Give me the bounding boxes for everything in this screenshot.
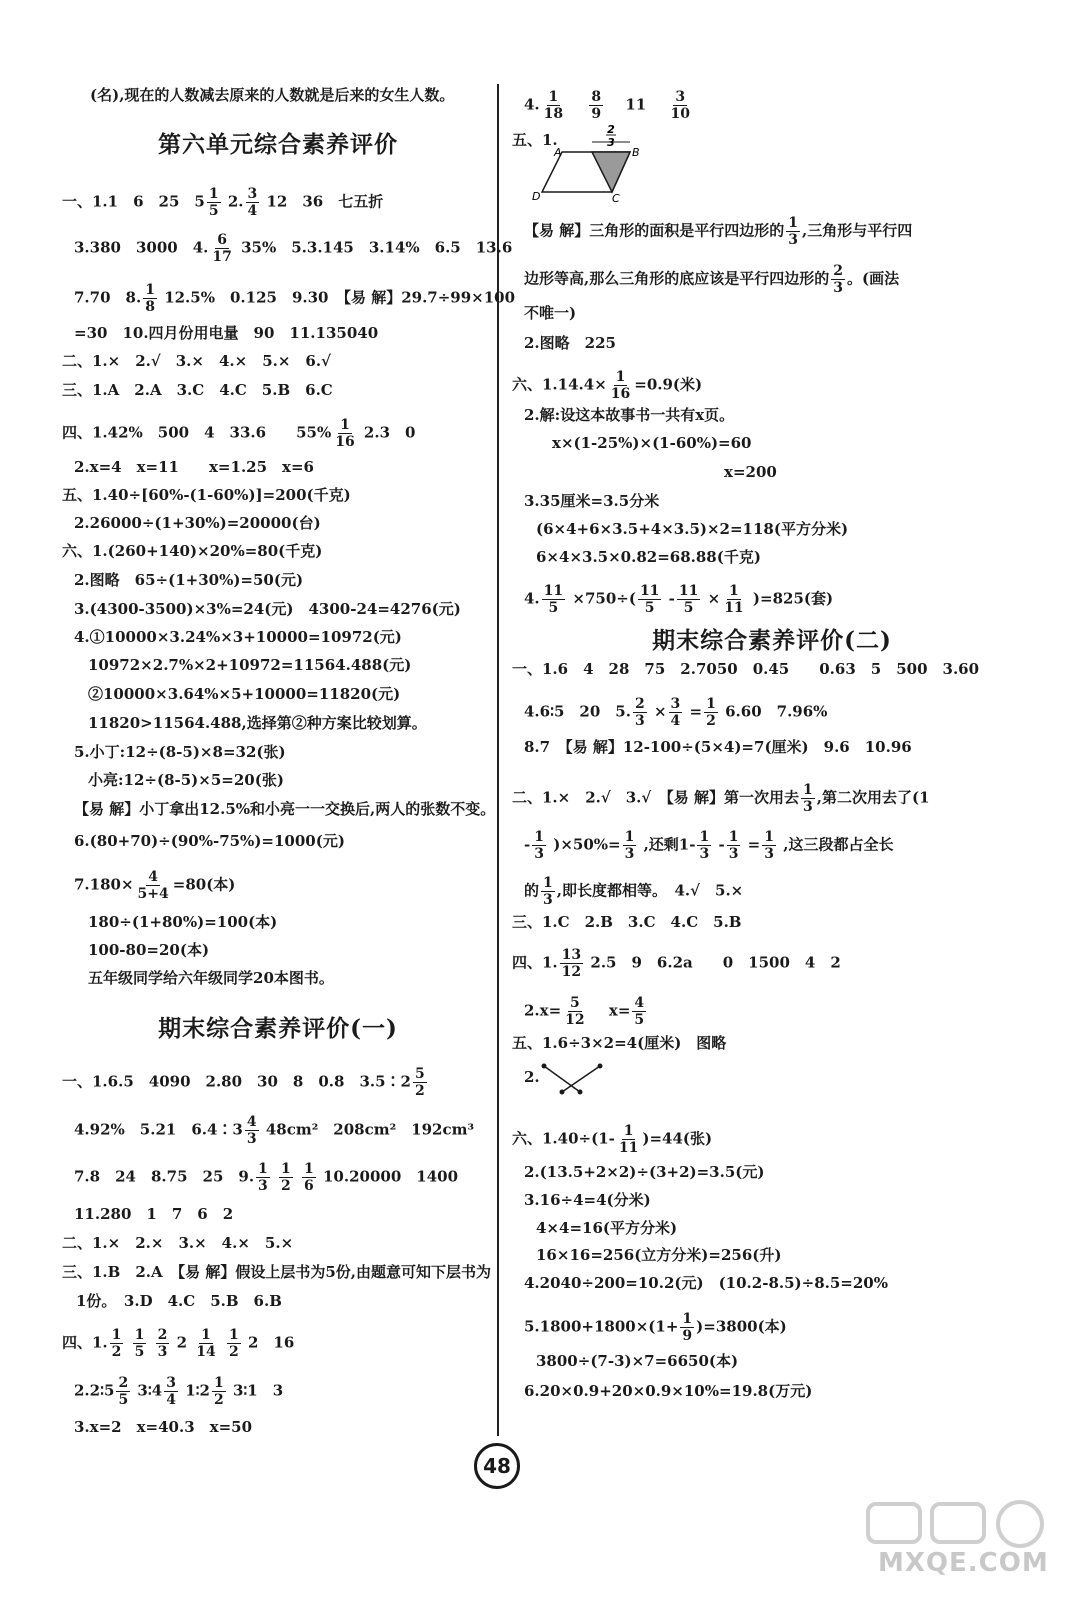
unit6-line-5: 二、1.× 2.√ 3.× 4.× 5.× 6.√ (62, 352, 331, 370)
final2-line-16: 16×16=256(立方分米)=256(升) (536, 1246, 782, 1264)
shaded-triangle (592, 152, 630, 192)
unit6-line-7: 四、1.42% 500 4 33.6 55% $\frac{1}{16}$ 2.3 0 (62, 417, 416, 450)
final2-line-15: 4×4=16(平方分米) (536, 1219, 678, 1237)
unit6-line-8: 2.x=4 x=11 x=1.25 x=6 (74, 458, 314, 476)
vertex-a: A (554, 146, 562, 159)
unit6-line-16: ②10000×3.64%×5+10000=11820(元) (88, 685, 401, 703)
final1-line-5: 二、1.× 2.× 3.× 4.× 5.× (62, 1234, 294, 1252)
unit6-line-22: 7.180× $\frac{4}{5+4}$ =80(本) (74, 869, 236, 902)
final1-line-9: 2.2∶5 $\frac{2}{5}$ 3∶4 $\frac{3}{4}$ 1∶2 $\frac{1}{2}$ 3∶1 3 (74, 1375, 284, 1408)
final2-line-20: 6.20×0.9+20×0.9×10%=19.8(万元) (524, 1382, 813, 1400)
final2-line-2: 4.6∶5 20 5. $\frac{2}{3}$ × $\frac{3}{4}$ = $\frac{1}{2}$ 6.60 7.96% (524, 696, 828, 729)
final1-line-4: 11.280 1 7 6 2 (74, 1205, 234, 1223)
final2-line-8: 四、1. $\frac{13}{12}$ 2.5 9 6.2a 0 1500 4 2 (512, 947, 841, 980)
final2-line-4: 二、1.× 2.√ 3.√ 【易 解】第一次用去 $\frac{1}{3}$ ,第二次用去了(1 (512, 782, 930, 815)
match-dot (598, 1064, 603, 1069)
right-line-14: 4. $\frac{11}{5}$ ×750÷( $\frac{11}{5}$ - $\frac{11}{5}$ × $\frac{1}{11}$ )=825(套) (524, 583, 834, 616)
final1-line-3: 7.8 24 8.75 25 9. $\frac{1}{3}$ $\frac{1}{2}$ $\frac{1}{6}$ 10.20000 1400 (74, 1161, 459, 1194)
final2-line-18: 5.1800+1800×(1+ $\frac{1}{9}$ )=3800(本) (524, 1311, 787, 1344)
right-line-9: x×(1-25%)×(1-60%)=60 (552, 434, 752, 452)
match-dot (578, 1090, 583, 1095)
unit6-line-1: 一、1.1 6 25 5 $\frac{1}{5}$ 2. $\frac{3}{4}$ 12 36 七五折 (62, 186, 384, 219)
final1-line-8: 四、1. $\frac{1}{2}$ $\frac{1}{5}$ $\frac{2}{3}$ 2 $\frac{1}{14}$ $\frac{1}{2}$ 2 16 (62, 1327, 295, 1360)
unit6-line-15: 10972×2.7%×2+10972=11564.488(元) (88, 656, 412, 674)
right-line-6: 2.图略 225 (524, 334, 616, 352)
page-number: 48 (474, 1443, 520, 1489)
matching-lines-figure (538, 1060, 610, 1098)
match-line-2 (562, 1066, 600, 1092)
vertex-b: B (632, 146, 640, 159)
unit6-line-6: 三、1.A 2.A 3.C 4.C 5.B 6.C (62, 381, 333, 399)
unit6-line-12: 2.图略 65÷(1+30%)=50(元) (74, 571, 304, 589)
final1-line-10: 3.x=2 x=40.3 x=50 (74, 1418, 253, 1436)
right-line-7: 六、1.14.4× $\frac{1}{16}$ =0.9(米) (512, 369, 703, 402)
final2-line-14: 3.16÷4=4(分米) (524, 1191, 651, 1209)
unit6-title: 第六单元综合素养评价 (158, 131, 398, 158)
right-line-2: 五、1. (512, 131, 558, 149)
intro-line: (名),现在的人数减去原来的人数就是后来的女生人数。 (90, 86, 455, 104)
final2-line-6: 的 $\frac{1}{3}$ ,即长度都相等。 4.√ 5.× (524, 875, 744, 908)
final2-line-10: 五、1.6÷3×2=4(厘米) 图略 (512, 1034, 727, 1052)
unit6-line-13: 3.(4300-3500)×3%=24(元) 4300-24=4276(元) (74, 600, 461, 618)
unit6-line-14: 4.①10000×3.24%×3+10000=10972(元) (74, 628, 402, 646)
right-line-8: 2.解:设这本故事书一共有x页。 (524, 406, 735, 424)
unit6-line-23: 180÷(1+80%)=100(本) (88, 913, 278, 931)
final1-title: 期末综合素养评价(一) (158, 1015, 398, 1042)
final1-line-7: 1份。 3.D 4.C 5.B 6.B (76, 1292, 282, 1310)
right-line-1: 4. $\frac{1}{18}$ $\frac{8}{9}$ 11 $\frac{3}{10}$ (524, 89, 690, 122)
dim-label-den: 3 (607, 136, 615, 149)
right-line-4: 边形等高,那么三角形的底应该是平行四边形的 $\frac{2}{3}$ 。(画法 (524, 263, 900, 296)
unit6-line-17: 11820>11564.488,选择第②种方案比较划算。 (88, 714, 427, 732)
final2-line-19: 3800÷(7-3)×7=6650(本) (536, 1352, 739, 1370)
final1-line-1: 一、1.6.5 4090 2.80 30 8 0.8 3.5∶2 $\frac{5}{2}$ (62, 1066, 425, 1099)
right-line-10: x=200 (724, 463, 777, 481)
unit6-line-24: 100-80=20(本) (88, 941, 210, 959)
match-dot (560, 1090, 565, 1095)
unit6-line-18: 5.小丁:12÷(8-5)×8=32(张) (74, 743, 286, 761)
dim-label-num: 2 (607, 123, 615, 136)
final2-line-13: 2.(13.5+2×2)÷(3+2)=3.5(元) (524, 1163, 765, 1181)
unit6-line-20: 【易 解】小丁拿出12.5%和小亮一一交换后,两人的张数不变。 (74, 800, 496, 818)
right-line-12: (6×4+6×3.5+4×3.5)×2=118(平方分米) (536, 520, 849, 538)
right-line-5: 不唯一) (524, 304, 577, 322)
final2-line-1: 一、1.6 4 28 75 2.7050 0.45 0.63 5 500 3.60 (512, 660, 980, 678)
final2-line-12: 六、1.40÷(1- $\frac{1}{11}$ )=44(张) (512, 1123, 713, 1156)
final2-line-7: 三、1.C 2.B 3.C 4.C 5.B (512, 913, 742, 931)
final2-line-9: 2.x= $\frac{5}{12}$ x= $\frac{4}{5}$ (524, 995, 645, 1028)
unit6-line-21: 6.(80+70)÷(90%-75%)=1000(元) (74, 832, 345, 850)
final2-title: 期末综合素养评价(二) (652, 627, 892, 654)
vertex-d: D (532, 190, 541, 202)
final1-line-2: 4.92% 5.21 6.4∶3 $\frac{4}{3}$ 48cm² 208cm² 192cm³ (74, 1114, 475, 1147)
watermark-text: MXQE.COM (878, 1548, 1049, 1578)
final2-line-17: 4.2040÷200=10.2(元) (10.2-8.5)÷8.5=20% (524, 1274, 888, 1292)
unit6-line-2: 3.380 3000 4. $\frac{6}{17}$ 35% 5.3.145 3.14% 6.5 13.6 (74, 232, 513, 265)
match-dot (542, 1064, 547, 1069)
unit6-line-11: 六、1.(260+140)×20%=80(千克) (62, 542, 323, 560)
match-line-1 (544, 1066, 580, 1092)
unit6-line-25: 五年级同学给六年级同学20本图书。 (88, 969, 334, 987)
unit6-line-10: 2.26000÷(1+30%)=20000(台) (74, 514, 321, 532)
final2-line-3: 8.7 【易 解】12-100÷(5×4)=7(厘米) 9.6 10.96 (524, 738, 912, 756)
final2-line-11: 2. (524, 1068, 540, 1086)
unit6-line-19: 小亮:12÷(8-5)×5=20(张) (88, 771, 284, 789)
right-line-3: 【易 解】三角形的面积是平行四边形的 $\frac{1}{3}$ ,三角形与平行四 (524, 215, 913, 248)
right-line-13: 6×4×3.5×0.82=68.88(千克) (536, 548, 761, 566)
vertex-c: C (612, 192, 620, 202)
unit6-line-9: 五、1.40÷[60%-(1-60%)]=200(千克) (62, 486, 351, 504)
final2-line-5: - $\frac{1}{3}$ )×50%= $\frac{1}{3}$ ,还剩1- $\frac{1}{3}$ - $\frac{1}{3}$ = $\frac{1}{3}$ ,这三段都占全长 (524, 829, 894, 862)
right-line-11: 3.35厘米=3.5分米 (524, 492, 660, 510)
final1-line-6: 三、1.B 2.A 【易 解】假设上层书为5份,由题意可知下层书为 (62, 1263, 492, 1281)
unit6-line-4: =30 10.四月份用电量 90 11.135040 (74, 324, 379, 342)
parallelogram-figure (532, 122, 642, 202)
unit6-line-3: 7.70 8. $\frac{1}{8}$ 12.5% 0.125 9.30 【易 解】29.7÷99×100 (74, 282, 516, 315)
